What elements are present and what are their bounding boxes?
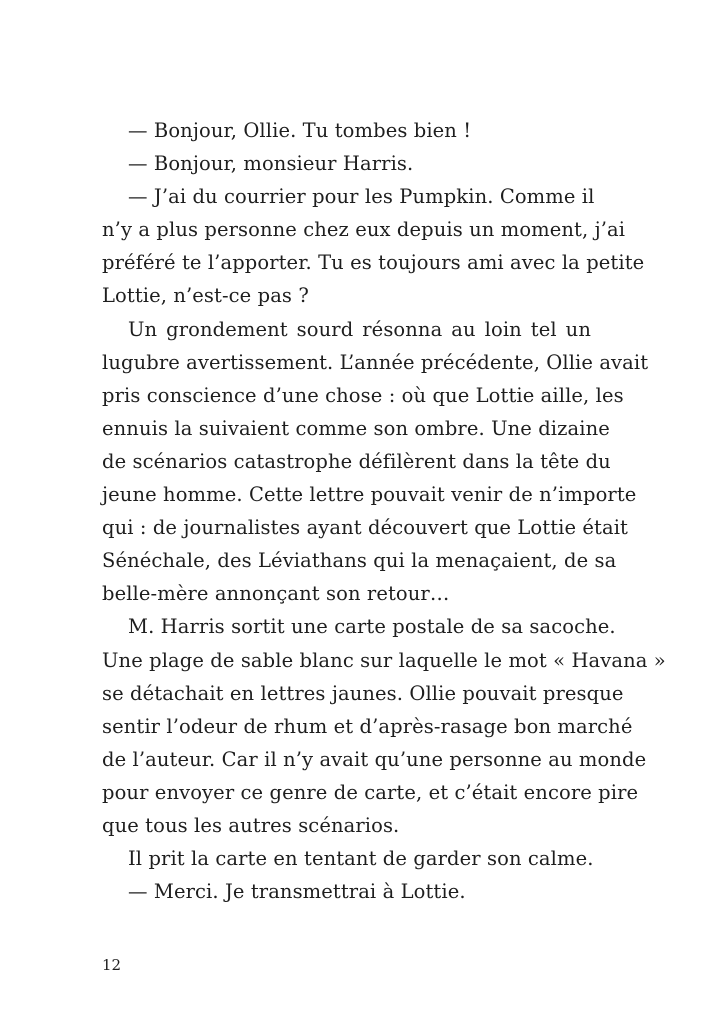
text-line: Un grondement sourd résonna au loin tel un [128, 317, 591, 341]
text-line: — Bonjour, Ollie. Tu tombes bien ! [128, 119, 472, 142]
text-line: — Merci. Je transmettrai à Lottie. [128, 880, 466, 904]
text-line: pour envoyer ce genre de carte, et c’était encore pire [102, 780, 639, 804]
text-line: n’y a plus personne chez eux depuis un moment, j’ai [102, 218, 626, 242]
text-line: Lottie, n’est-ce pas ? [102, 284, 309, 308]
text-line: de scénarios catastrophe défilèrent dans la tête du [102, 449, 611, 473]
text-line: — Bonjour, monsieur Harris. [128, 152, 414, 176]
text-line: Une plage de sable blanc sur laquelle le mot « Havana » [102, 648, 666, 672]
text-line: Sénéchale, des Léviathans qui la menaçaient, de sa [102, 549, 617, 573]
text-line: se détachait en lettres jaunes. Ollie pouvait presque [102, 681, 624, 705]
text-line: de l’auteur. Car il n’y avait qu’une personne au monde [102, 747, 647, 771]
text-line: que tous les autres scénarios. [102, 813, 400, 837]
text-line: sentir l’odeur de rhum et d’après-rasage bon marché [102, 714, 633, 738]
page-number: 12 [102, 956, 122, 974]
text-line: — J’ai du courrier pour les Pumpkin. Comme il [128, 185, 595, 209]
body-text [102, 114, 666, 908]
text-line: Il prit la carte en tentant de garder son calme. [128, 847, 594, 871]
text-line: M. Harris sortit une carte postale de sa sacoche. [128, 615, 616, 639]
text-line: qui : de journalistes ayant découvert que Lottie était [102, 516, 628, 540]
text-line: lugubre avertissement. L’année précédente, Ollie avait [102, 350, 649, 374]
text-line: préféré te l’apporter. Tu es toujours ami avec la petite [102, 251, 645, 275]
text-line: pris conscience d’une chose : où que Lottie aille, les [102, 383, 624, 407]
text-line: belle-mère annonçant son retour… [102, 582, 450, 606]
text-line: jeune homme. Cette lettre pouvait venir de n’importe [102, 483, 637, 507]
text-line: ennuis la suivaient comme son ombre. Une dizaine [102, 416, 610, 440]
